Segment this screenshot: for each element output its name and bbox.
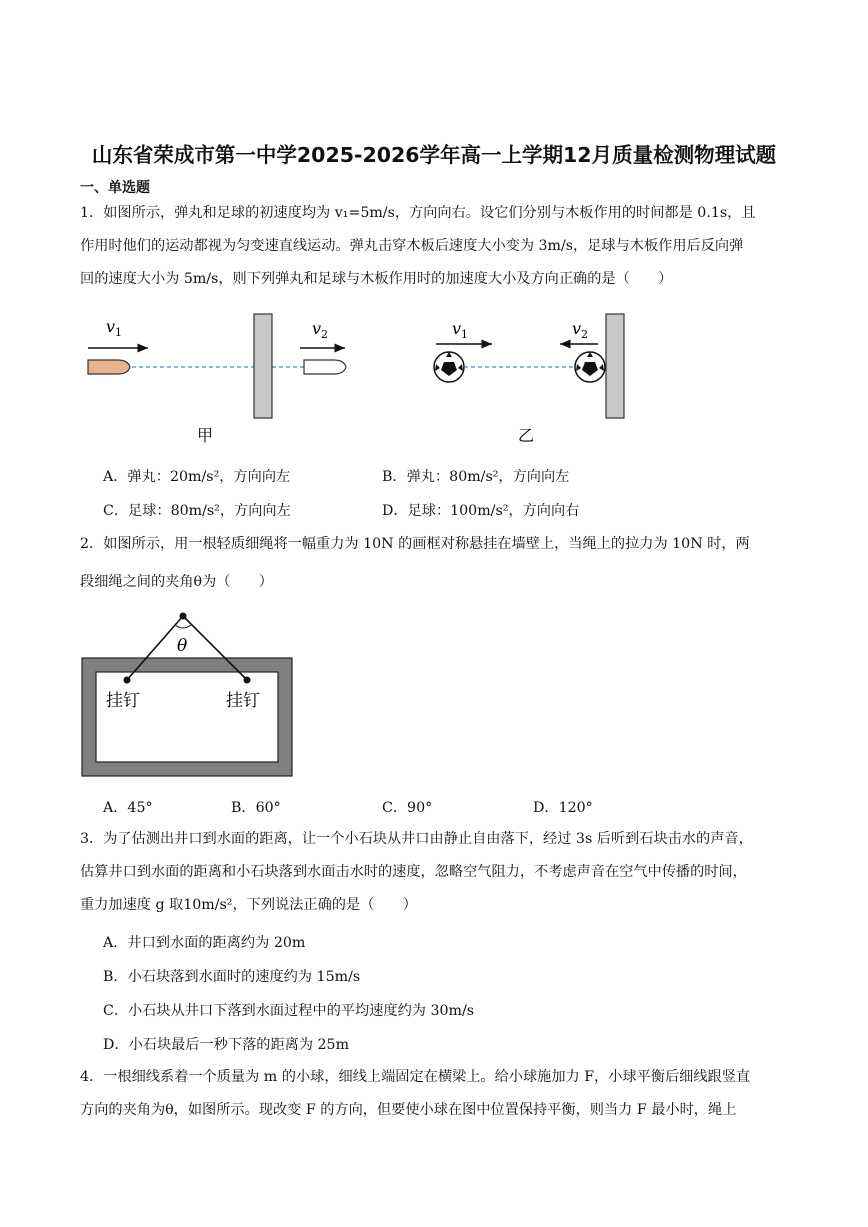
bullet-icon xyxy=(88,360,130,374)
left-nail-label: 挂钉 xyxy=(106,691,140,711)
bullet-after-icon xyxy=(304,360,346,374)
q1-option-d: D．足球：100m/s²，方向向右 xyxy=(382,503,580,519)
angle-arc xyxy=(175,625,191,628)
q2-figure xyxy=(80,606,296,780)
q3-line-3: 重力加速度 g 取10m/s²，下列说法正确的是（ ） xyxy=(80,897,417,913)
q2-option-d: D．120° xyxy=(533,800,593,816)
board-left xyxy=(254,314,272,418)
q1-figure xyxy=(80,310,640,450)
q2-option-b: B．60° xyxy=(231,800,281,816)
q1-v1-label-right: $v_1$ xyxy=(452,319,469,341)
q1-option-a: A．弹丸：20m/s²，方向向左 xyxy=(103,469,291,485)
q1-v2-label-left: $v_2$ xyxy=(312,319,329,341)
q1-line-1: 1．如图所示，弹丸和足球的初速度均为 v₁=5m/s，方向向右。设它们分别与木板作用的时间都是 0.1s，且 xyxy=(80,205,756,221)
q3-option-b: B．小石块落到水面时的速度约为 15m/s xyxy=(103,969,361,985)
board-right xyxy=(606,314,624,418)
q1-caption-left: 甲 xyxy=(197,426,214,445)
q3-line-1: 3．为了估测出井口到水面的距离，让一个小石块从井口由静止自由落下，经过 3s 后听到石块击水的声音， xyxy=(80,831,753,847)
q1-line-2: 作用时他们的运动都视为匀变速直线运动。弹丸击穿木板后速度大小变为 3m/s，足球与木板作用后反向弹 xyxy=(80,238,744,254)
q3-option-a: A．井口到水面的距离约为 20m xyxy=(103,935,306,951)
q1-v2-label-right: $v_2$ xyxy=(572,319,589,341)
q3-line-2: 估算井口到水面的距离和小石块落到水面击水时的速度，忽略空气阻力，不考虑声音在空气中传播的时间， xyxy=(80,864,747,880)
soccer-ball-icon xyxy=(434,352,464,382)
q4-line-2: 方向的夹角为θ，如图所示。现改变 F 的方向，但要使小球在图中位置保持平衡，则当力 F 最小时，绳上 xyxy=(80,1102,737,1118)
q3-option-c: C．小石块从井口下落到水面过程中的平均速度约为 30m/s xyxy=(103,1003,475,1019)
q1-option-c: C．足球：80m/s²，方向向左 xyxy=(103,503,291,519)
right-hook-icon xyxy=(244,677,251,684)
q2-line-1: 2．如图所示，用一根轻质细绳将一幅重力为 10N 的画框对称悬挂在墙壁上，当绳上的拉力为 10N 时，两 xyxy=(80,536,750,552)
right-nail-label: 挂钉 xyxy=(226,691,260,711)
q3-option-d: D．小石块最后一秒下落的距离为 25m xyxy=(103,1037,350,1053)
q2-line-2: 段细绳之间的夹角θ为（ ） xyxy=(80,574,273,590)
q1-line-3: 回的速度大小为 5m/s，则下列弹丸和足球与木板作用时的加速度大小及方向正确的是（ ） xyxy=(80,271,673,287)
soccer-ball-rebound-icon xyxy=(575,352,605,382)
section-heading: 一、单选题 xyxy=(80,180,150,196)
page-title: 山东省荣成市第一中学2025-2026学年高一上学期12月质量检测物理试题 xyxy=(91,143,777,167)
left-hook-icon xyxy=(124,677,131,684)
q2-option-c: C．90° xyxy=(382,800,433,816)
angle-theta-label: θ xyxy=(177,636,188,656)
q1-v1-label-left: $v_1$ xyxy=(106,317,123,339)
q1-option-b: B．弹丸：80m/s²，方向向左 xyxy=(382,469,570,485)
wall-nail-icon xyxy=(180,613,187,620)
q4-line-1: 4．一根细线系着一个质量为 m 的小球，细线上端固定在横梁上。给小球施加力 F，小球平衡后细线跟竖直 xyxy=(80,1069,751,1085)
q1-caption-right: 乙 xyxy=(518,426,535,445)
q2-option-a: A．45° xyxy=(103,800,153,816)
frame-inner xyxy=(96,672,278,762)
